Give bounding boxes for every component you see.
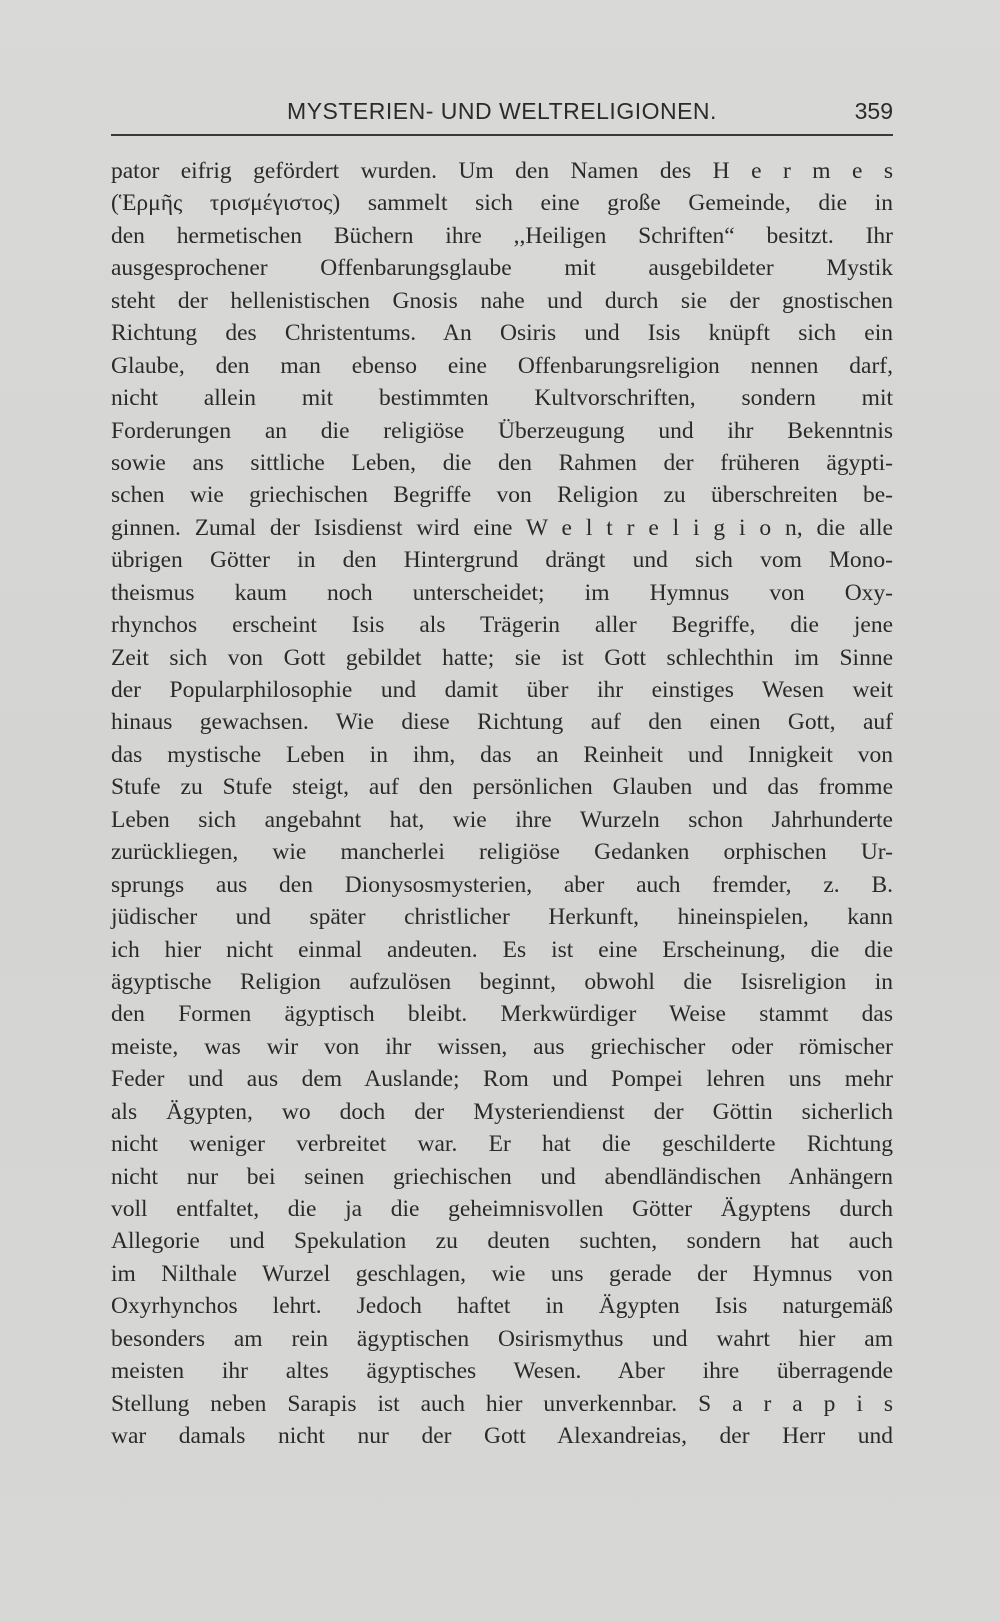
text-line: Forderungen an die religiöse Überzeugung und ihr Bekenntnis: [111, 417, 893, 444]
text-line: Stufe zu Stufe steigt, auf den persönlichen Glauben und das fromme: [111, 774, 893, 801]
text-line: den hermetischen Büchern ihre ,,Heiligen Schriften“ besitzt. Ihr: [111, 222, 893, 249]
text-line: (Ἑρμῆς τρισμέγιστος) sammelt sich eine große Gemeinde, die in: [111, 190, 893, 217]
text-line: meisten ihr altes ägyptisches Wesen. Aber ihre überragende: [111, 1358, 893, 1385]
text-line: Zeit sich von Gott gebildet hatte; sie ist Gott schlechthin im Sinne: [111, 644, 893, 671]
text-line: nicht allein mit bestimmten Kultvorschriften, sondern mit: [111, 385, 893, 412]
text-line: ägyptische Religion aufzulösen beginnt, obwohl die Isisreligion in: [111, 968, 893, 995]
text-line: Feder und aus dem Auslande; Rom und Pompei lehren uns mehr: [111, 1066, 893, 1093]
text-line: schen wie griechischen Begriffe von Religion zu überschreiten be-: [111, 482, 893, 509]
text-line: zurückliegen, wie mancherlei religiöse Gedanken orphischen Ur-: [111, 839, 893, 866]
text-line: besonders am rein ägyptischen Osirismythus und wahrt hier am: [111, 1325, 893, 1352]
text-line: das mystische Leben in ihm, das an Reinheit und Innigkeit von: [111, 741, 893, 768]
running-title: MYSTERIEN- UND WELTRELIGIONEN.: [287, 98, 717, 124]
text-line: Stellung neben Sarapis ist auch hier unverkennbar. S a r a p i s: [111, 1390, 893, 1417]
text-line: ausgesprochener Offenbarungsglaube mit ausgebildeter Mystik: [111, 255, 893, 282]
text-line: Oxyrhynchos lehrt. Jedoch haftet in Ägypten Isis naturgemäß: [111, 1293, 893, 1320]
body-paragraph: [111, 155, 893, 1453]
text-line: steht der hellenistischen Gnosis nahe und durch sie der gnostischen: [111, 287, 893, 314]
text-line: Allegorie und Spekulation zu deuten suchten, sondern hat auch: [111, 1228, 893, 1255]
text-line: Leben sich angebahnt hat, wie ihre Wurzeln schon Jahrhunderte: [111, 806, 893, 833]
text-line: meiste, was wir von ihr wissen, aus griechischer oder römischer: [111, 1033, 893, 1060]
text-line: theismus kaum noch unterscheidet; im Hymnus von Oxy-: [111, 579, 893, 606]
text-line: sowie ans sittliche Leben, die den Rahmen der früheren ägypti-: [111, 449, 893, 476]
text-line: jüdischer und später christlicher Herkunft, hineinspielen, kann: [111, 904, 893, 931]
text-line: im Nilthale Wurzel geschlagen, wie uns gerade der Hymnus von: [111, 1260, 893, 1287]
text-line: ginnen. Zumal der Isisdienst wird eine W e l t r e l i g i o n, die alle: [111, 514, 893, 541]
text-line: rhynchos erscheint Isis als Trägerin aller Begriffe, die jene: [111, 612, 893, 639]
text-line: nicht weniger verbreitet war. Er hat die geschilderte Richtung: [111, 1131, 893, 1158]
text-line: Glaube, den man ebenso eine Offenbarungsreligion nennen darf,: [111, 352, 893, 379]
text-line: den Formen ägyptisch bleibt. Merkwürdiger Weise stammt das: [111, 1001, 893, 1028]
text-line: pator eifrig gefördert wurden. Um den Namen des H e r m e s: [111, 158, 893, 184]
text-line: nicht nur bei seinen griechischen und abendländischen Anhängern: [111, 1163, 893, 1190]
text-line: übrigen Götter in den Hintergrund drängt und sich vom Mono-: [111, 547, 893, 574]
page-number: 359: [854, 98, 893, 124]
text-line: sprungs aus den Dionysosmysterien, aber auch fremder, z. B.: [111, 871, 893, 898]
text-line: Richtung des Christentums. An Osiris und Isis knüpft sich ein: [111, 320, 893, 347]
text-line: ich hier nicht einmal andeuten. Es ist eine Erscheinung, die die: [111, 936, 893, 963]
text-line: der Popularphilosophie und damit über ihr einstiges Wesen weit: [111, 677, 893, 703]
text-line: als Ägypten, wo doch der Mysteriendienst der Göttin sicherlich: [111, 1098, 893, 1125]
text-line: hinaus gewachsen. Wie diese Richtung auf den einen Gott, auf: [111, 709, 893, 736]
running-header: [111, 94, 893, 136]
text-line: voll entfaltet, die ja die geheimnisvollen Götter Ägyptens durch: [111, 1196, 893, 1222]
text-line: war damals nicht nur der Gott Alexandreias, der Herr und: [111, 1423, 893, 1450]
